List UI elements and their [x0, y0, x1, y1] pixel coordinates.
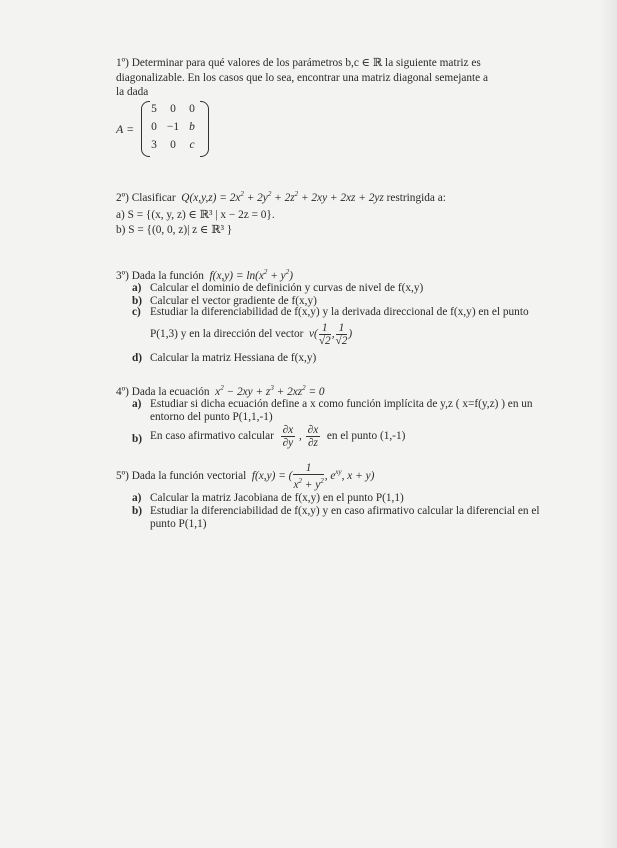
ex3-d: Calcular la matriz Hessiana de f(x,y): [150, 352, 317, 364]
ex3-b: Calcular el vector gradiente de f(x,y): [150, 295, 317, 307]
matrix-cell: 5: [151, 103, 157, 115]
ex5-a: Calcular la matriz Jacobiana de f(x,y) en el punto P(1,1): [150, 492, 404, 504]
ex1-line3: la dada: [116, 86, 149, 98]
ex2-b: b) S = {(0, 0, z)| z ∈ ℝ³ }: [116, 224, 233, 236]
ex3-a-label: a): [132, 282, 142, 294]
ex4-intro: 4º) Dada la ecuación: [116, 386, 210, 398]
ex3-c: Estudiar la diferenciabilidad de f(x,y) y la derivada direccional de f(x,y) en el punto: [150, 306, 529, 318]
ex4-b-pre: En caso afirmativo calcular: [150, 430, 274, 443]
page-edge-shadow: [600, 0, 617, 848]
ex4-a2: entorno del punto P(1,1,-1): [150, 411, 273, 423]
direction-vector: v( $\frac{1}{√2}$ , $\frac{1}{√2}$ ): [306, 322, 353, 347]
matrix-cell: b: [189, 121, 195, 133]
ex2-a: a) S = {(x, y, z) ∈ ℝ³ | x − 2z = 0}.: [116, 209, 275, 221]
matrix-cell: −1: [166, 121, 180, 133]
ex1-line1: 1º) Determinar para qué valores de los parámetros b,c ∈ ℝ la siguiente matriz es: [116, 57, 481, 69]
ex3-heading: [116, 266, 293, 284]
ex3-c2-line: [150, 322, 352, 347]
equation: $x^2 - 2xy + z^3 + 2xz^2 = 0$: [212, 384, 325, 398]
ex3-c-label: c): [132, 306, 141, 318]
ex3-intro: 3º) Dada la función: [116, 270, 204, 282]
ex4-a: Estudiar si dicha ecuación define a x como función implícita de y,z ( x=f(y,z) ) en un: [150, 398, 533, 410]
ex5-a-label: a): [132, 492, 142, 504]
ex4-heading: [116, 382, 325, 400]
ex2-intro: 2º) Clasificar: [116, 192, 176, 204]
ex4-a-label: a): [132, 398, 142, 410]
matrix-cell: 0: [151, 121, 157, 133]
ex5-b2: punto P(1,1): [150, 518, 207, 530]
ex3-b-label: b): [132, 295, 143, 307]
ex2-tail: restringida a:: [386, 192, 446, 204]
ex1-line2: diagonalizable. En los casos que lo sea, encontrar una matriz diagonal semejante a: [116, 72, 489, 84]
matrix-cell: 0: [189, 103, 195, 115]
ex5-b-label: b): [132, 505, 143, 517]
function-f: $f(x,y) = \ln(x^2 + y^2)$: [206, 268, 293, 282]
ex5-heading: [116, 462, 374, 491]
ex4-b-line: [150, 424, 405, 449]
ex3-c2: P(1,3) y en la dirección del vector: [150, 328, 304, 341]
matrix-a: [116, 101, 226, 157]
ex4-b-post: en el punto (1,-1): [326, 430, 406, 443]
ex3-a: Calcular el dominio de definición y curvas de nivel de f(x,y): [150, 282, 424, 294]
ex4-b-label: b): [132, 433, 143, 445]
ex2-heading: [116, 188, 446, 206]
ex3-d-label: d): [132, 352, 143, 364]
quadratic-form: $Q(x,y,z) = 2x^2 + 2y^2 + 2z^2 + 2xy + 2xz + 2yz$: [178, 190, 384, 204]
right-bracket: [200, 101, 209, 157]
partial-derivatives: $\frac{\partial x}{\partial y}$ , $\frac{\partial x}{\partial z}$: [282, 424, 319, 449]
matrix-cell: c: [189, 139, 195, 151]
ex5-intro: 5º) Dada la función vectorial: [116, 470, 247, 483]
ex5-b: Estudiar la diferenciabilidad de f(x,y) y en caso afirmativo calcular la diferencial en el: [150, 505, 540, 517]
matrix-cell: 3: [151, 139, 157, 151]
matrix-cell: 0: [170, 139, 176, 151]
matrix-cell: 0: [170, 103, 176, 115]
vector-function: f(x,y) = ( $\frac{1}{x^2 + y^2}$ , $e^{xy}$, x + y): [249, 462, 375, 491]
matrix-label: A =: [116, 122, 135, 136]
